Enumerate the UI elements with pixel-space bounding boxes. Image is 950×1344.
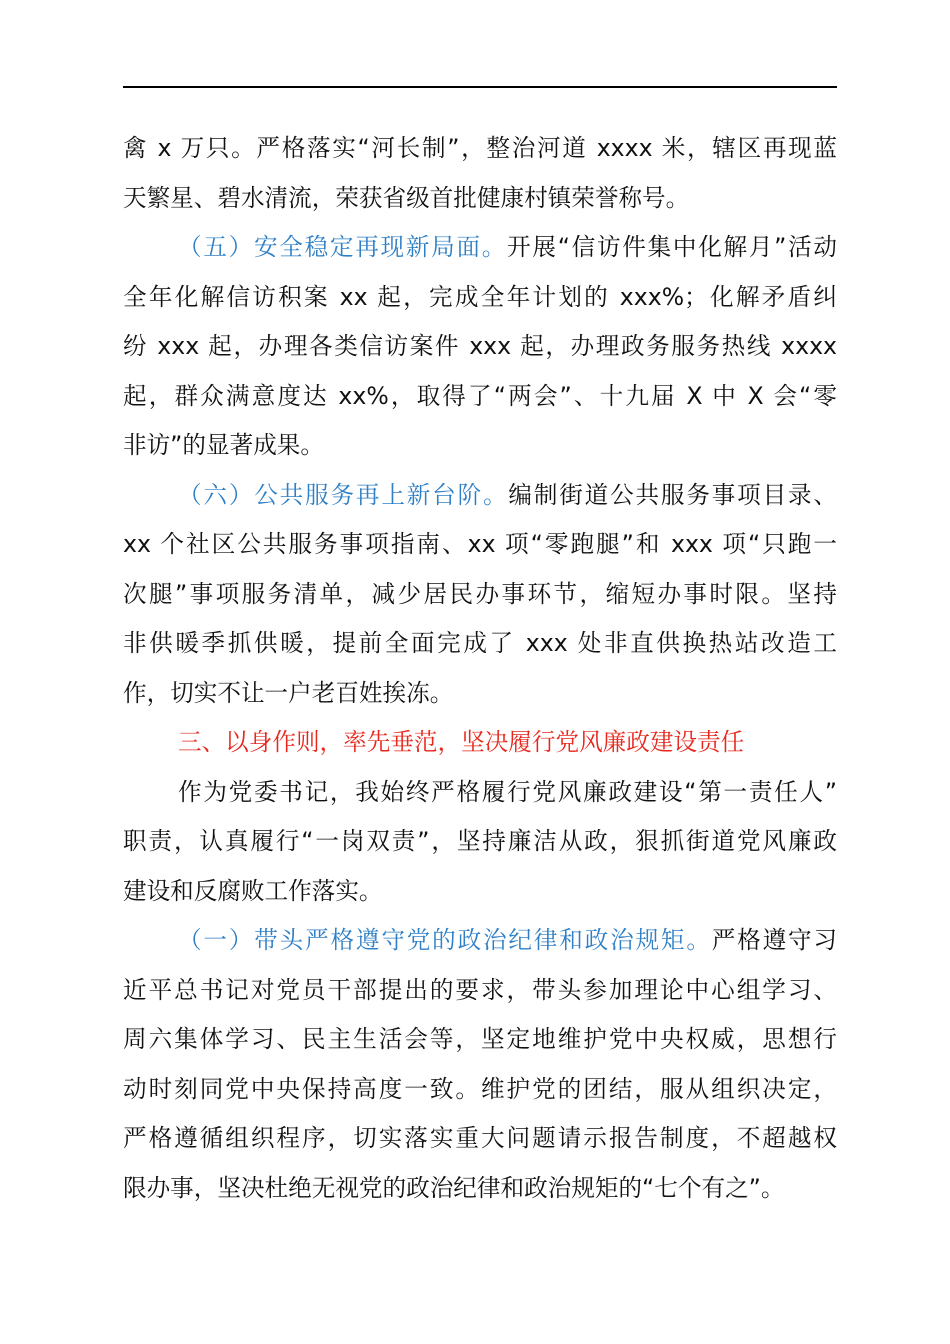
text-line: 建设和反腐败工作落实。 <box>123 876 383 905</box>
subheading-one: （一）带头严格遵守党的政治纪律和政治规矩。 <box>178 926 712 954</box>
text-line: 全年化解信访积案 xx 起，完成全年计划的 xxx%；化解矛盾纠 <box>123 282 837 311</box>
text-line: 纷 xxx 起，办理各类信访案件 xxx 起，办理政务服务热线 xxxx <box>123 332 837 360</box>
header-rule <box>123 86 837 88</box>
text-line: 近平总书记对党员干部提出的要求，带头参加理论中心组学习、 <box>123 975 837 1004</box>
document-body <box>123 124 837 1213</box>
text-line: 动时刻同党中央保持高度一致。维护党的团结，服从组织决定， <box>123 1074 837 1103</box>
text-span: 编制街道公共服务事项目录、 <box>508 480 838 509</box>
text-line: 天繁星、碧水清流，荣获省级首批健康村镇荣誉称号。 <box>123 183 690 212</box>
text-line: xx 个社区公共服务事项指南、xx 项“零跑腿”和 xxx 项“只跑一 <box>123 530 837 558</box>
text-line: 次腿”事项服务清单，减少居民办事环节，缩短办事时限。坚持 <box>123 579 837 608</box>
text-line: 非供暖季抓供暖，提前全面完成了 xxx 处非直供换热站改造工 <box>123 629 837 657</box>
text-line: 作，切实不让一户老百姓挨冻。 <box>123 678 454 707</box>
text-line: 职责，认真履行“一岗双责”，坚持廉洁从政，狠抓街道党风廉政 <box>123 827 837 855</box>
text-line: 禽 x 万只。严格落实“河长制”，整治河道 xxxx 米，辖区再现蓝 <box>123 134 837 162</box>
text-line: 起，群众满意度达 xx%，取得了“两会”、十九届 X 中 X 会“零 <box>123 381 837 410</box>
text-span: 严格遵守习 <box>711 926 838 954</box>
text-line: 作为党委书记，我始终严格履行党风廉政建设“第一责任人” <box>178 777 837 806</box>
paragraph-six <box>123 471 837 521</box>
text-line: 严格遵循组织程序，切实落实重大问题请示报告制度，不超越权 <box>123 1124 837 1152</box>
paragraph-one <box>123 916 837 966</box>
text-span: 开展“信访件集中化解月”活动 <box>507 233 837 261</box>
text-line: 限办事，坚决杜绝无视党的政治纪律和政治规矩的“七个有之”。 <box>123 1173 785 1202</box>
subheading-five: （五）安全稳定再现新局面。 <box>178 233 508 261</box>
paragraph-five <box>123 223 837 273</box>
text-line: 周六集体学习、民主生活会等，坚定地维护党中央权威，思想行 <box>123 1025 837 1053</box>
subheading-six: （六）公共服务再上新台阶。 <box>178 480 509 509</box>
text-line: 非访”的显著成果。 <box>123 431 324 459</box>
section-heading-three: 三、以身作则，率先垂范，坚决履行党风廉政建设责任 <box>178 728 745 756</box>
